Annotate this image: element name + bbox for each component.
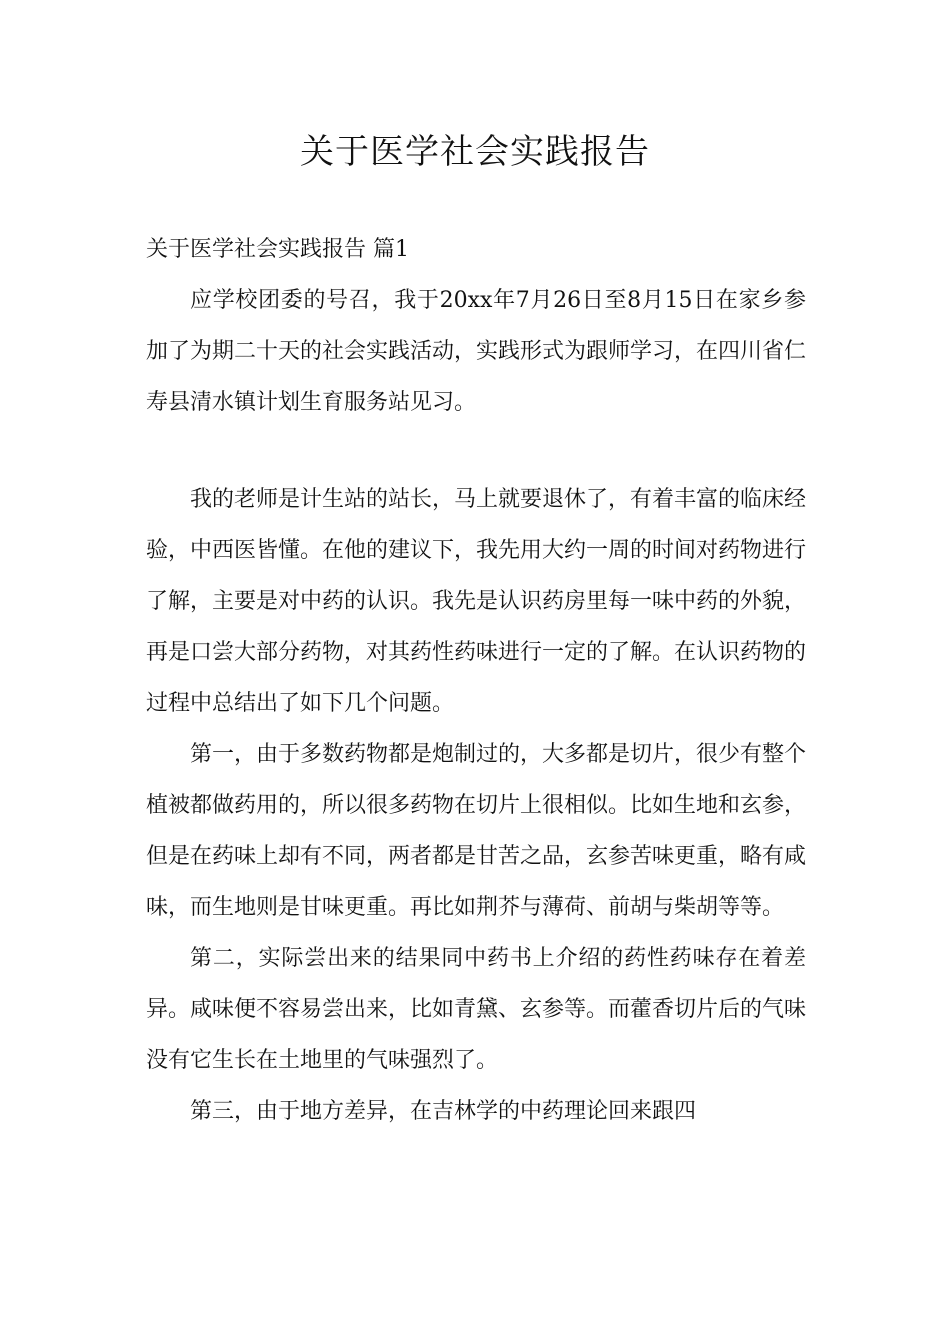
document-body xyxy=(146,224,806,1137)
paragraph-first-point: 第一，由于多数药物都是炮制过的，大多都是切片，很少有整个植被都做药用的，所以很多药物在切片上很相似。比如生地和玄参，但是在药味上却有不同，两者都是甘苦之品，玄参苦味更重，略有咸味，而生地则是甘味更重。再比如荆芥与薄荷、前胡与柴胡等等。 xyxy=(146,742,807,920)
paragraph-intro: 应学校团委的号召，我于20xx年7月26日至8月15日在家乡参加了为期二十天的社会实践活动，实践形式为跟师学习，在四川省仁寿县清水镇计划生育服务站见习。 xyxy=(146,288,807,415)
paragraph-teacher: 我的老师是计生站的站长，马上就要退休了，有着丰富的临床经验，中西医皆懂。在他的建议下，我先用大约一周的时间对药物进行了解，主要是对中药的认识。我先是认识药房里每一味中药的外貌，再是口尝大部分药物，对其药性药味进行一定的了解。在认识药物的过程中总结出了如下几个问题。 xyxy=(146,487,807,716)
paragraph-second-point: 第二，实际尝出来的结果同中药书上介绍的药性药味存在着差异。咸味便不容易尝出来，比如青黛、玄参等。而藿香切片后的气味没有它生长在土地里的气味强烈了。 xyxy=(146,946,807,1073)
section-heading: 关于医学社会实践报告 篇1 xyxy=(146,237,409,262)
paragraph-third-point: 第三，由于地方差异，在吉林学的中药理论回来跟四 xyxy=(190,1099,697,1124)
document-title: 关于医学社会实践报告 xyxy=(300,132,650,172)
